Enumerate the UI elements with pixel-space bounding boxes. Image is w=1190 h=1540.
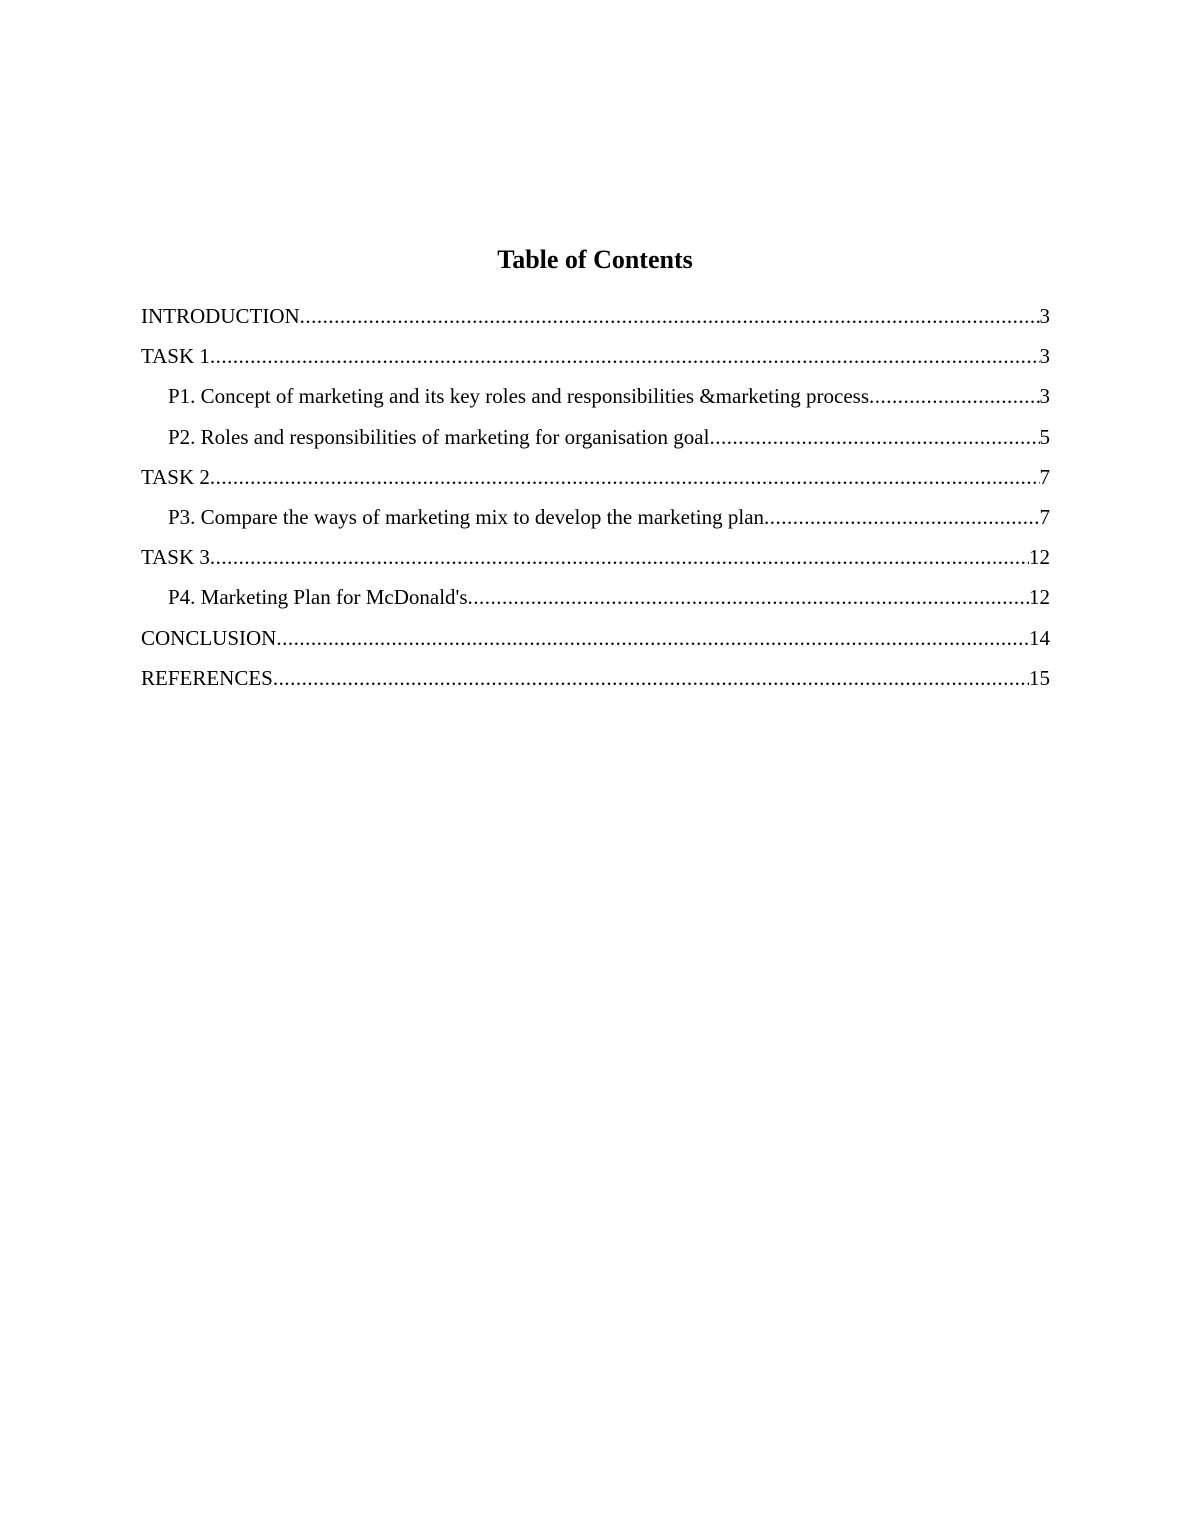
toc-entry-label: REFERENCES — [141, 665, 273, 690]
toc-entry-p2[interactable] — [141, 417, 1050, 457]
toc-page-number: 7 — [1039, 504, 1050, 529]
toc-list — [141, 296, 1050, 698]
toc-page-number: 14 — [1029, 625, 1050, 650]
toc-entry-p1[interactable] — [141, 376, 1050, 416]
toc-dot-leader — [468, 577, 1030, 617]
toc-dot-leader — [276, 618, 1029, 658]
toc-entry-label: P4. Marketing Plan for McDonald's — [168, 585, 468, 610]
toc-entry-p3[interactable] — [141, 497, 1050, 537]
toc-entry-introduction[interactable] — [141, 296, 1050, 336]
toc-entry-label: P1. Concept of marketing and its key roles and responsibilities &marketing process — [168, 384, 870, 409]
toc-dot-leader — [764, 497, 1039, 537]
toc-dot-leader — [210, 537, 1029, 577]
toc-entry-task-2[interactable] — [141, 457, 1050, 497]
toc-entry-label: INTRODUCTION — [141, 304, 300, 328]
toc-page-number: 12 — [1029, 585, 1050, 610]
toc-entry-label: TASK 2 — [141, 464, 210, 489]
toc-page-number: 12 — [1029, 545, 1050, 570]
toc-entry-label: CONCLUSION — [141, 625, 277, 650]
toc-dot-leader — [210, 336, 1040, 376]
toc-entry-p4[interactable] — [141, 577, 1050, 617]
toc-page-number: 3 — [1039, 344, 1050, 369]
toc-entry-conclusion[interactable] — [141, 618, 1050, 658]
toc-page-number: 15 — [1029, 665, 1050, 690]
toc-entry-label: TASK 1 — [141, 344, 210, 369]
toc-entry-task-3[interactable] — [141, 537, 1050, 577]
toc-entry-label: P3. Compare the ways of marketing mix to develop the marketing plan — [168, 504, 765, 529]
toc-dot-leader — [210, 457, 1040, 497]
toc-page-number: 7 — [1039, 464, 1050, 489]
toc-entry-label: TASK 3 — [141, 545, 210, 570]
toc-dot-leader — [709, 417, 1039, 457]
toc-title: Table of Contents — [497, 245, 693, 274]
toc-dot-leader — [300, 296, 1040, 336]
toc-entry-task-1[interactable] — [141, 336, 1050, 376]
toc-entry-references[interactable] — [141, 658, 1050, 698]
toc-dot-leader — [273, 658, 1029, 698]
toc-entry-label: P2. Roles and responsibilities of marketing for organisation goal — [168, 424, 710, 449]
toc-page-number: 3 — [1039, 384, 1050, 409]
toc-dot-leader — [869, 376, 1039, 416]
toc-page-number: 3 — [1039, 304, 1050, 328]
toc-page-number: 5 — [1039, 424, 1050, 449]
